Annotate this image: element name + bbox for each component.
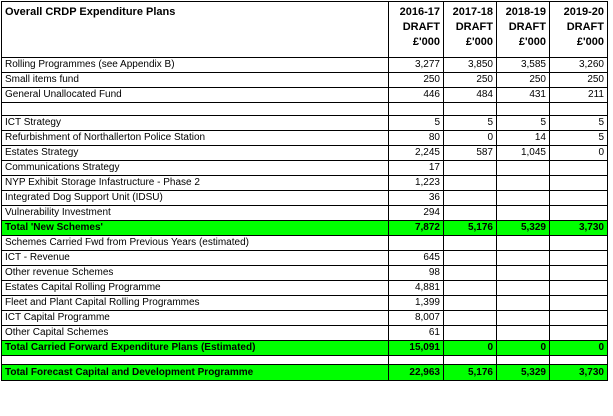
cell-value: 36 (389, 191, 444, 206)
table-row (2, 281, 608, 296)
year-header-2017-18: 2017-18 DRAFT £'000 (444, 2, 497, 58)
table-row (2, 191, 608, 206)
cell-value (550, 206, 608, 221)
table-row (2, 73, 608, 88)
cell-value: 0 (444, 341, 497, 356)
total-forecast-row (2, 365, 608, 381)
cell-value: 5 (550, 131, 608, 146)
cell-value: 17 (389, 161, 444, 176)
row-label: Estates Strategy (2, 146, 389, 161)
cell-value: 80 (389, 131, 444, 146)
cell-value (497, 206, 550, 221)
cell-value: 211 (550, 88, 608, 103)
cell-value: 294 (389, 206, 444, 221)
cell-value (497, 251, 550, 266)
blank-cell (444, 103, 497, 116)
cell-value (444, 266, 497, 281)
row-label: General Unallocated Fund (2, 88, 389, 103)
cell-value (444, 281, 497, 296)
cell-value: 431 (497, 88, 550, 103)
blank-cell (497, 103, 550, 116)
cell-value (497, 281, 550, 296)
table-row (2, 326, 608, 341)
cell-value: 15,091 (389, 341, 444, 356)
cell-value: 3,850 (444, 58, 497, 73)
row-label: Fleet and Plant Capital Rolling Programmes (2, 296, 389, 311)
cell-value (497, 161, 550, 176)
row-label: Total 'New Schemes' (2, 221, 389, 236)
cell-value (550, 236, 608, 251)
cell-value: 61 (389, 326, 444, 341)
row-label: Rolling Programmes (see Appendix B) (2, 58, 389, 73)
cell-value (444, 311, 497, 326)
cell-value: 5 (389, 116, 444, 131)
row-label: Estates Capital Rolling Programme (2, 281, 389, 296)
table-row (2, 296, 608, 311)
cell-value: 7,872 (389, 221, 444, 236)
cell-value (550, 266, 608, 281)
cell-value: 250 (389, 73, 444, 88)
cell-value: 2,245 (389, 146, 444, 161)
cell-value (550, 191, 608, 206)
row-label: Total Forecast Capital and Development Programme (2, 365, 389, 381)
cell-value: 5 (497, 116, 550, 131)
cell-value: 3,730 (550, 365, 608, 381)
cell-value (550, 251, 608, 266)
table-title: Overall CRDP Expenditure Plans (2, 2, 389, 58)
cell-value (497, 266, 550, 281)
blank-cell (497, 356, 550, 365)
year-header-2019-20: 2019-20 DRAFT £'000 (550, 2, 608, 58)
table-row (2, 131, 608, 146)
cell-value: 0 (550, 146, 608, 161)
table-row (2, 88, 608, 103)
row-label: Communications Strategy (2, 161, 389, 176)
blank-cell (444, 356, 497, 365)
cell-value: 5,329 (497, 365, 550, 381)
row-label: Other revenue Schemes (2, 266, 389, 281)
cell-value: 3,730 (550, 221, 608, 236)
cell-value: 645 (389, 251, 444, 266)
cell-value: 3,260 (550, 58, 608, 73)
row-label: Total Carried Forward Expenditure Plans (Estimated) (2, 341, 389, 356)
row-label: Integrated Dog Support Unit (IDSU) (2, 191, 389, 206)
blank-cell (2, 103, 389, 116)
cell-value: 5 (550, 116, 608, 131)
row-label: Other Capital Schemes (2, 326, 389, 341)
row-label: NYP Exhibit Storage Infastructure - Phase 2 (2, 176, 389, 191)
blank-row (2, 103, 608, 116)
cell-value: 587 (444, 146, 497, 161)
cell-value: 98 (389, 266, 444, 281)
table-row (2, 146, 608, 161)
cell-value (444, 206, 497, 221)
cell-value: 5,176 (444, 221, 497, 236)
year-header-2016-17: 2016-17 DRAFT £'000 (389, 2, 444, 58)
cell-value (497, 236, 550, 251)
table-row (2, 176, 608, 191)
blank-cell (389, 356, 444, 365)
row-label: Small items fund (2, 73, 389, 88)
row-label: Refurbishment of Northallerton Police Station (2, 131, 389, 146)
cell-value: 250 (550, 73, 608, 88)
cell-value (444, 326, 497, 341)
cell-value: 446 (389, 88, 444, 103)
cell-value (550, 281, 608, 296)
row-label: ICT Capital Programme (2, 311, 389, 326)
cell-value: 5,329 (497, 221, 550, 236)
table-row (2, 266, 608, 281)
cell-value: 1,399 (389, 296, 444, 311)
cell-value (550, 326, 608, 341)
cell-value (550, 311, 608, 326)
blank-cell (389, 103, 444, 116)
table-row (2, 311, 608, 326)
cell-value: 3,277 (389, 58, 444, 73)
cell-value (444, 176, 497, 191)
cell-value: 5 (444, 116, 497, 131)
year-header-2018-19: 2018-19 DRAFT £'000 (497, 2, 550, 58)
cell-value (497, 326, 550, 341)
row-label: ICT Strategy (2, 116, 389, 131)
cell-value: 1,223 (389, 176, 444, 191)
total-carried-forward-row (2, 341, 608, 356)
cell-value: 0 (444, 131, 497, 146)
cell-value: 0 (497, 341, 550, 356)
row-label: ICT - Revenue (2, 251, 389, 266)
blank-cell (2, 356, 389, 365)
table-row (2, 161, 608, 176)
cell-value (444, 191, 497, 206)
table-row (2, 116, 608, 131)
cell-value (444, 251, 497, 266)
cell-value: 4,881 (389, 281, 444, 296)
cell-value (444, 296, 497, 311)
table-row (2, 236, 608, 251)
cell-value: 250 (497, 73, 550, 88)
blank-cell (550, 103, 608, 116)
cell-value (497, 191, 550, 206)
cell-value (444, 161, 497, 176)
cell-value (497, 311, 550, 326)
cell-value (550, 161, 608, 176)
table-row (2, 206, 608, 221)
cell-value: 5,176 (444, 365, 497, 381)
expenditure-table (1, 1, 608, 381)
cell-value: 1,045 (497, 146, 550, 161)
table-row (2, 251, 608, 266)
table-row (2, 58, 608, 73)
row-label: Schemes Carried Fwd from Previous Years (estimated) (2, 236, 389, 251)
cell-value: 3,585 (497, 58, 550, 73)
cell-value: 484 (444, 88, 497, 103)
cell-value: 0 (550, 341, 608, 356)
cell-value (550, 296, 608, 311)
cell-value (550, 176, 608, 191)
row-label: Vulnerability Investment (2, 206, 389, 221)
cell-value (497, 176, 550, 191)
cell-value: 8,007 (389, 311, 444, 326)
cell-value: 250 (444, 73, 497, 88)
cell-value: 22,963 (389, 365, 444, 381)
cell-value: 14 (497, 131, 550, 146)
cell-value (497, 296, 550, 311)
blank-row (2, 356, 608, 365)
blank-cell (550, 356, 608, 365)
cell-value (444, 236, 497, 251)
total-new-schemes-row (2, 221, 608, 236)
header-row (2, 2, 608, 58)
cell-value (389, 236, 444, 251)
